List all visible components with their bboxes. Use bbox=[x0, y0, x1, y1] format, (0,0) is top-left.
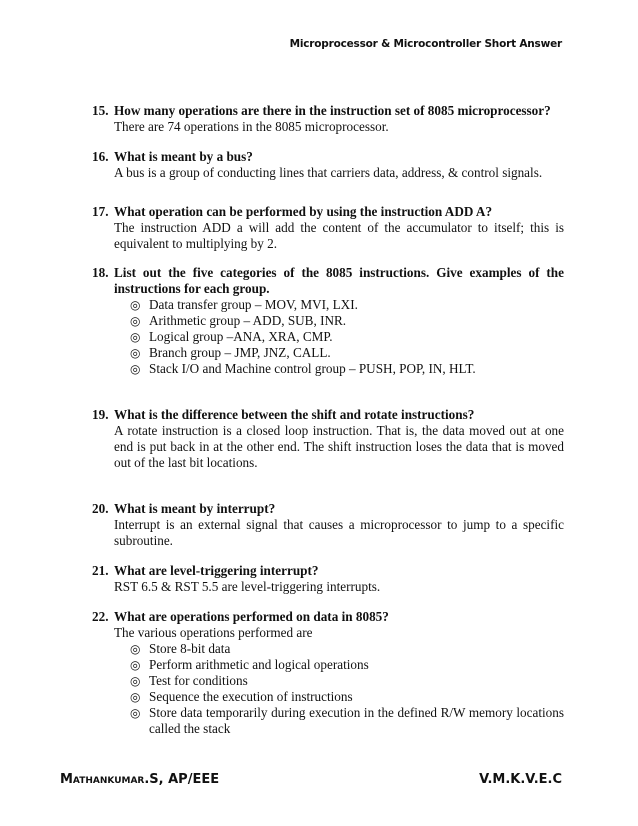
bullet-icon: ◎ bbox=[130, 330, 141, 344]
question-title: What are operations performed on data in 8085? bbox=[114, 609, 389, 624]
question-heading bbox=[92, 563, 564, 579]
page-header: Microprocessor & Microcontroller Short Answer bbox=[289, 38, 562, 50]
bullet-icon: ◎ bbox=[130, 642, 141, 656]
answer-text: A bus is a group of conducting lines that carriers data, address, & control signals. bbox=[114, 165, 543, 180]
question-number: 18. bbox=[92, 265, 109, 280]
question-title: List out the five categories of the 8085 instructions. Give examples of the instructions for each group. bbox=[114, 265, 564, 296]
list-item: ◎ Stack I/O and Machine control group – PUSH, POP, IN, HLT. bbox=[130, 361, 476, 376]
bullet-list bbox=[92, 297, 564, 377]
question-heading bbox=[92, 407, 564, 423]
answer-text: A rotate instruction is a closed loop instruction. That is, the data moved out at one end is put back in at the other end. The shift instruction loses the data that is moved out of the last bit locations. bbox=[114, 423, 564, 470]
author-credit: Mathankumar.S, AP/EEE bbox=[60, 772, 220, 787]
list-item: ◎ Store 8-bit data bbox=[130, 641, 231, 656]
list-item: ◎ Test for conditions bbox=[130, 673, 248, 688]
question-title: What are level-triggering interrupt? bbox=[114, 563, 319, 578]
question-title: What operation can be performed by using the instruction ADD A? bbox=[114, 204, 493, 219]
question-number: 22. bbox=[92, 609, 109, 624]
bullet-icon: ◎ bbox=[130, 690, 141, 704]
question-19 bbox=[92, 407, 564, 471]
question-heading bbox=[92, 501, 564, 517]
question-heading bbox=[92, 609, 564, 625]
question-18 bbox=[92, 265, 564, 377]
list-item: ◎ Store data temporarily during execution in the defined R/W memory locations called the stack bbox=[130, 705, 564, 736]
list-item: ◎ Perform arithmetic and logical operations bbox=[130, 657, 369, 672]
answer-text: Interrupt is an external signal that causes a microprocessor to jump to a specific subroutine. bbox=[114, 517, 564, 548]
answer-text: RST 6.5 & RST 5.5 are level-triggering interrupts. bbox=[114, 579, 381, 594]
bullet-icon: ◎ bbox=[130, 706, 141, 720]
bullet-icon: ◎ bbox=[130, 674, 141, 688]
question-number: 20. bbox=[92, 501, 109, 516]
question-title: How many operations are there in the instruction set of 8085 microprocessor? bbox=[114, 103, 551, 118]
bullet-icon: ◎ bbox=[130, 298, 141, 312]
question-title: What is meant by interrupt? bbox=[114, 501, 276, 516]
bullet-icon: ◎ bbox=[130, 658, 141, 672]
list-item: ◎ Logical group –ANA, XRA, CMP. bbox=[130, 329, 333, 344]
question-number: 21. bbox=[92, 563, 109, 578]
question-heading bbox=[92, 149, 564, 165]
list-item: ◎ Branch group – JMP, JNZ, CALL. bbox=[130, 345, 331, 360]
bullet-list bbox=[92, 641, 564, 737]
question-21 bbox=[92, 563, 564, 595]
question-heading bbox=[92, 204, 564, 220]
bullet-icon: ◎ bbox=[130, 346, 141, 360]
answer-text: The instruction ADD a will add the content of the accumulator to itself; this is equivalent to multiplying by 2. bbox=[114, 220, 564, 251]
question-number: 19. bbox=[92, 407, 109, 422]
list-item: ◎ Data transfer group – MOV, MVI, LXI. bbox=[130, 297, 358, 312]
question-heading bbox=[92, 103, 564, 119]
question-heading bbox=[92, 265, 564, 297]
answer-text: The various operations performed are bbox=[114, 625, 313, 640]
question-20 bbox=[92, 501, 564, 549]
question-number: 16. bbox=[92, 149, 109, 164]
document-body bbox=[92, 103, 564, 737]
list-item: ◎ Sequence the execution of instructions bbox=[130, 689, 353, 704]
list-item: ◎ Arithmetic group – ADD, SUB, INR. bbox=[130, 313, 347, 328]
question-17 bbox=[92, 204, 564, 252]
answer-text: There are 74 operations in the 8085 microprocessor. bbox=[114, 119, 389, 134]
question-number: 15. bbox=[92, 103, 109, 118]
page-footer bbox=[60, 772, 562, 787]
question-22 bbox=[92, 609, 564, 737]
institution-name: V.M.K.V.E.C bbox=[479, 772, 562, 787]
question-16 bbox=[92, 149, 564, 181]
question-title: What is meant by a bus? bbox=[114, 149, 253, 164]
question-15 bbox=[92, 103, 564, 135]
question-number: 17. bbox=[92, 204, 109, 219]
bullet-icon: ◎ bbox=[130, 362, 141, 376]
question-title: What is the difference between the shift and rotate instructions? bbox=[114, 407, 475, 422]
bullet-icon: ◎ bbox=[130, 314, 141, 328]
